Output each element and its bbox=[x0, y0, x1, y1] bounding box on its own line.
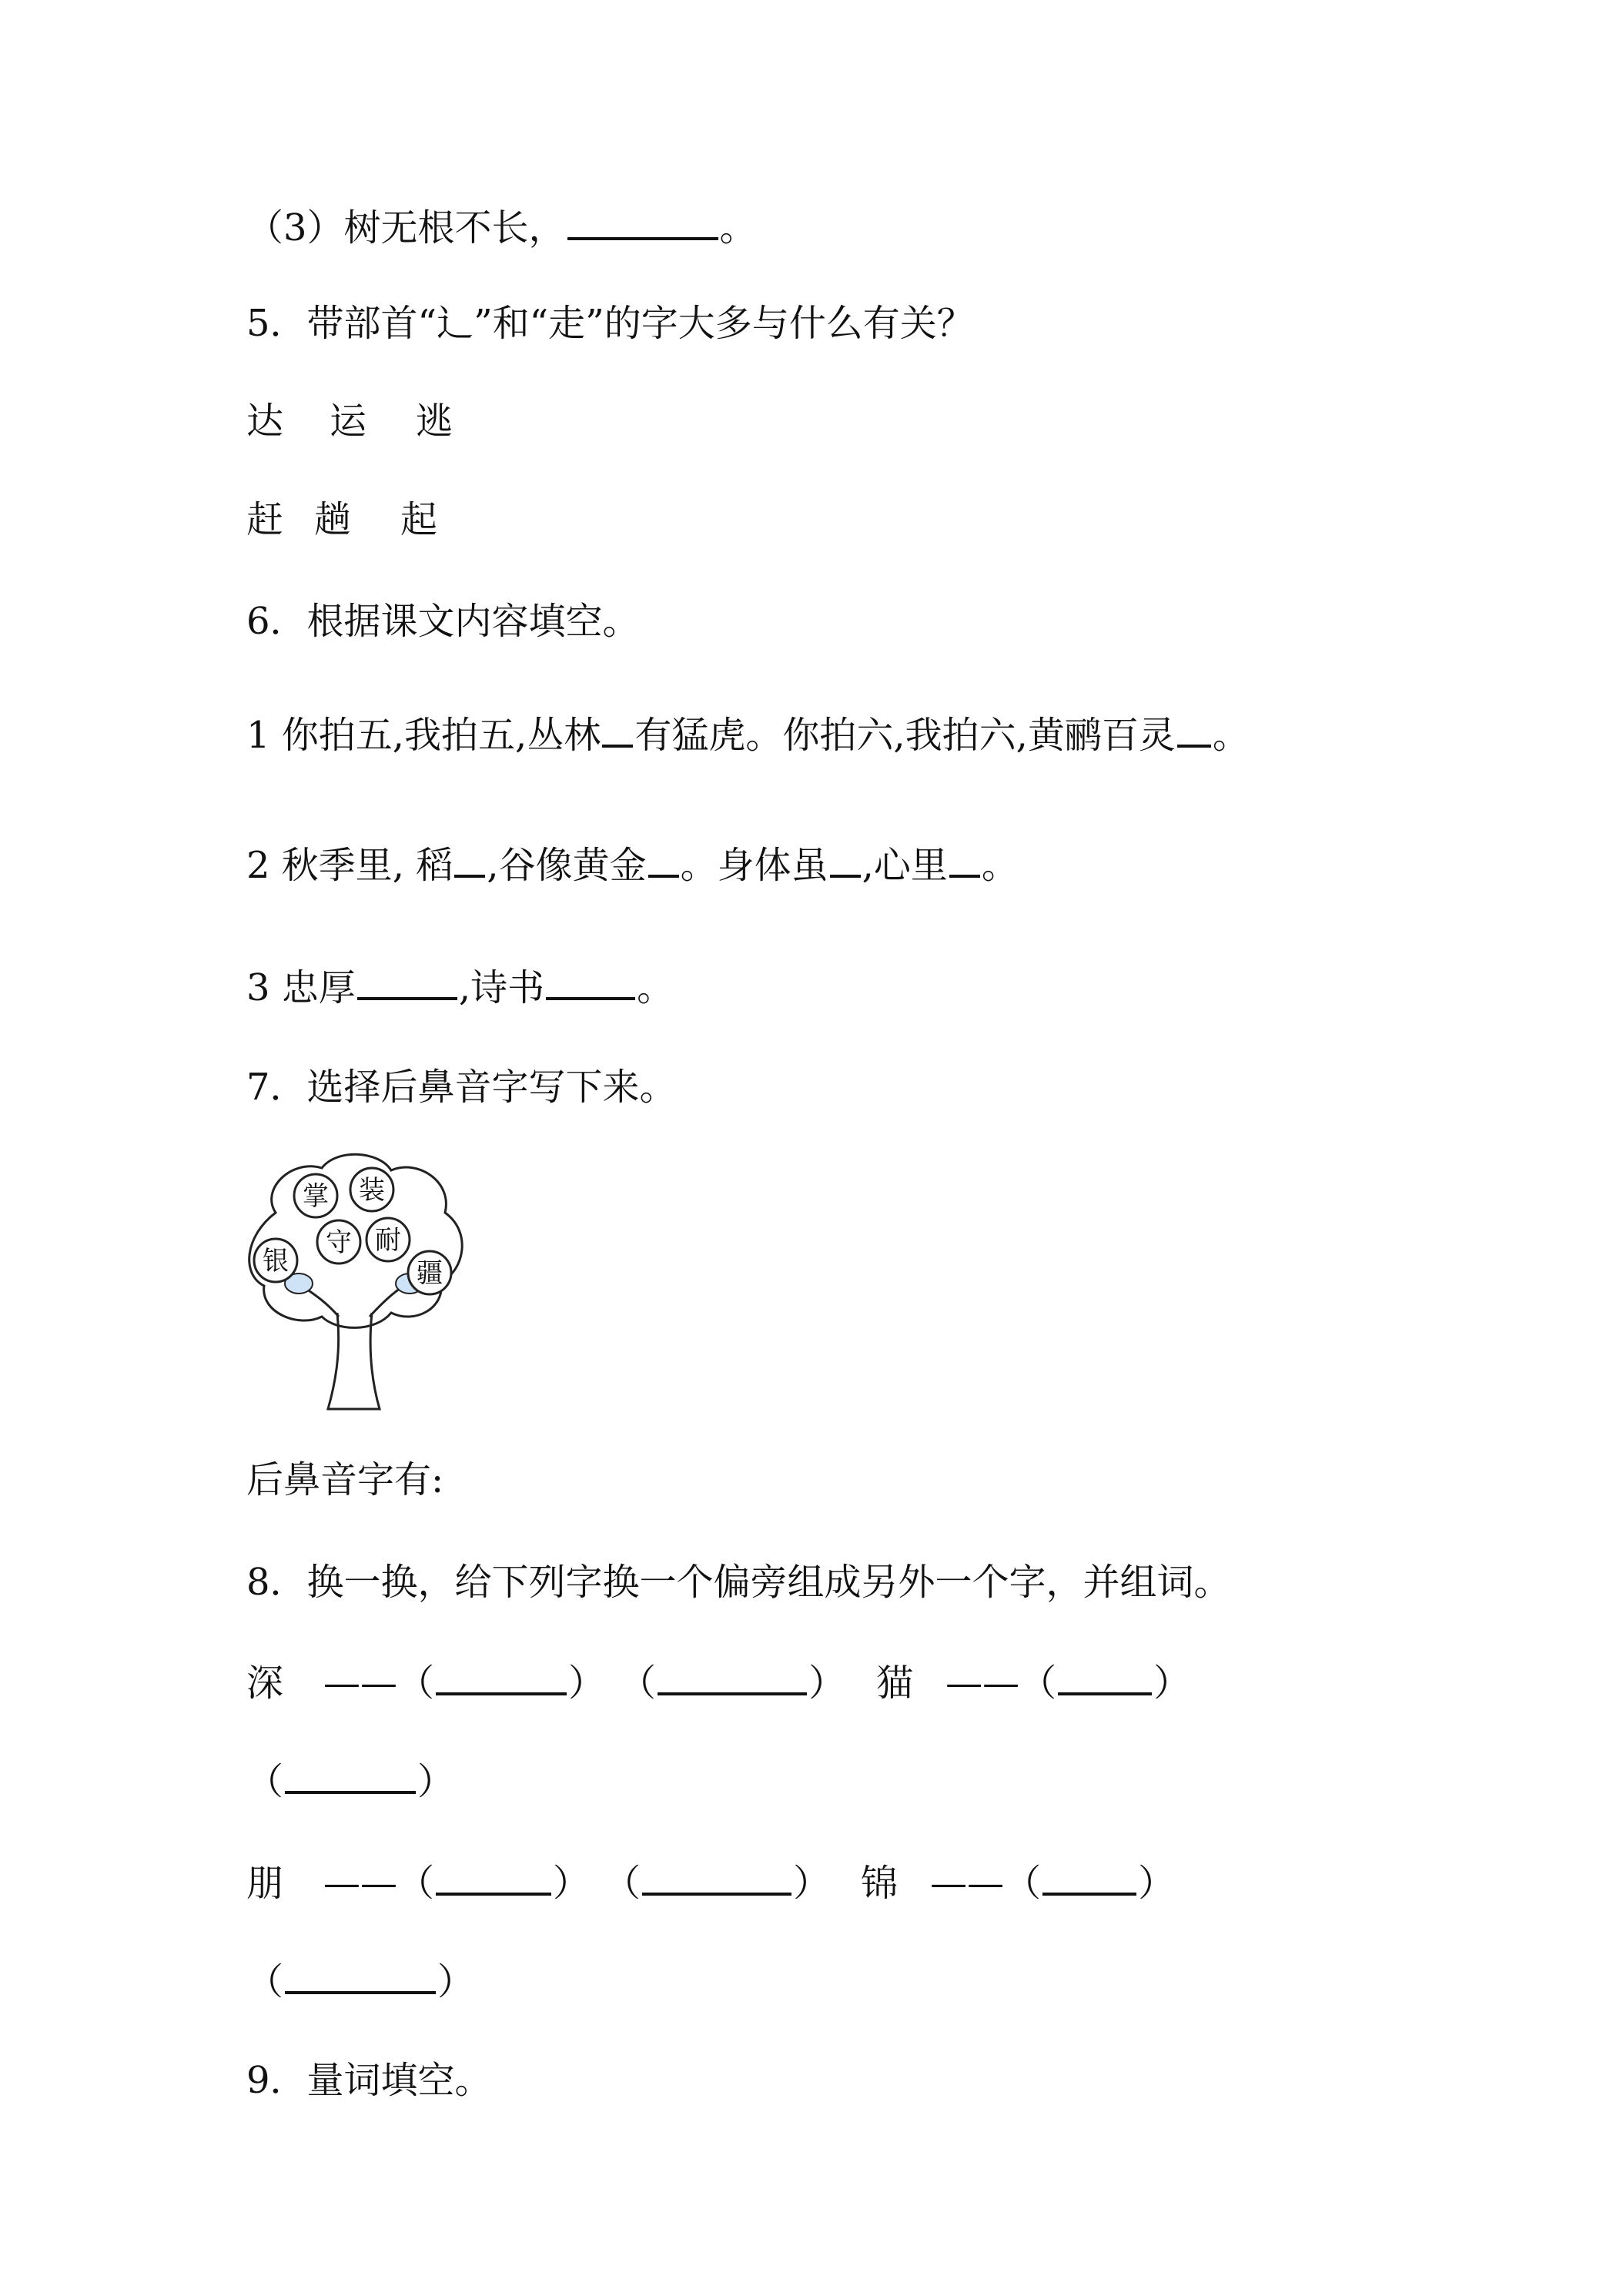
tree-char: 守 bbox=[326, 1227, 352, 1258]
q5-title: 5．带部首“辶”和“走”的字大多与什么有关？ bbox=[246, 302, 974, 345]
answer-blank[interactable] bbox=[830, 839, 861, 878]
answer-blank[interactable] bbox=[567, 202, 718, 240]
tree-char: 疆 bbox=[417, 1258, 443, 1289]
answer-blank[interactable] bbox=[602, 709, 633, 748]
tree-char: 装 bbox=[359, 1175, 385, 1206]
tree-char: 耐 bbox=[375, 1225, 401, 1256]
answer-blank[interactable] bbox=[949, 839, 980, 878]
q7-title: 7．选择后鼻音字写下来。 bbox=[246, 1066, 677, 1109]
q5-row2: 赶 趟 起 bbox=[246, 498, 438, 541]
q6-line1: 1 你拍五,我拍五,丛林 有猛虎。你拍六,我拍六,黄鹂百灵 。 bbox=[246, 709, 1250, 758]
answer-blank[interactable] bbox=[357, 962, 457, 1000]
q5-row1: 达 运 逃 bbox=[246, 400, 453, 443]
answer-blank[interactable] bbox=[648, 839, 679, 878]
q6-line2: 2 秋季里, 稻 ,谷像黄金 。身体虽 ,心里 。 bbox=[246, 839, 1019, 889]
answer-blank[interactable] bbox=[285, 1956, 436, 1994]
answer-blank[interactable] bbox=[658, 1657, 807, 1695]
answer-blank[interactable] bbox=[546, 962, 635, 1000]
q6-line3: 3 忠厚 ,诗书 。 bbox=[246, 962, 674, 1011]
answer-blank[interactable] bbox=[642, 1857, 791, 1896]
answer-blank[interactable] bbox=[1177, 709, 1211, 748]
q8-row1-cont: （ ） bbox=[246, 1755, 454, 1805]
answer-blank[interactable] bbox=[436, 1857, 551, 1896]
answer-blank[interactable] bbox=[1042, 1857, 1136, 1896]
q4-item3: （3）树无根不长， 。 bbox=[246, 202, 757, 251]
q8-row2-cont: （ ） bbox=[246, 1956, 474, 2005]
q7-answer-label: 后鼻音字有: bbox=[246, 1458, 444, 1501]
character-tree-illustration bbox=[245, 1151, 468, 1413]
answer-blank[interactable] bbox=[285, 1755, 416, 1794]
answer-blank[interactable] bbox=[454, 839, 485, 878]
q9-title: 9．量词填空。 bbox=[246, 2059, 492, 2102]
q6-title: 6．根据课文内容填空。 bbox=[246, 600, 640, 643]
q8-row2: 朋 ——（ ） （ ） 锦 ——（ ） bbox=[246, 1857, 1175, 1906]
q8-row1: 深 ——（ ） （ ） 猫 ——（ ） bbox=[246, 1657, 1190, 1706]
q8-title: 8．换一换，给下列字换一个偏旁组成另外一个字，并组词。 bbox=[246, 1561, 1231, 1604]
answer-blank[interactable] bbox=[436, 1657, 567, 1695]
tree-char: 掌 bbox=[303, 1181, 329, 1212]
answer-blank[interactable] bbox=[1058, 1657, 1152, 1695]
tree-char: 银 bbox=[263, 1246, 289, 1277]
